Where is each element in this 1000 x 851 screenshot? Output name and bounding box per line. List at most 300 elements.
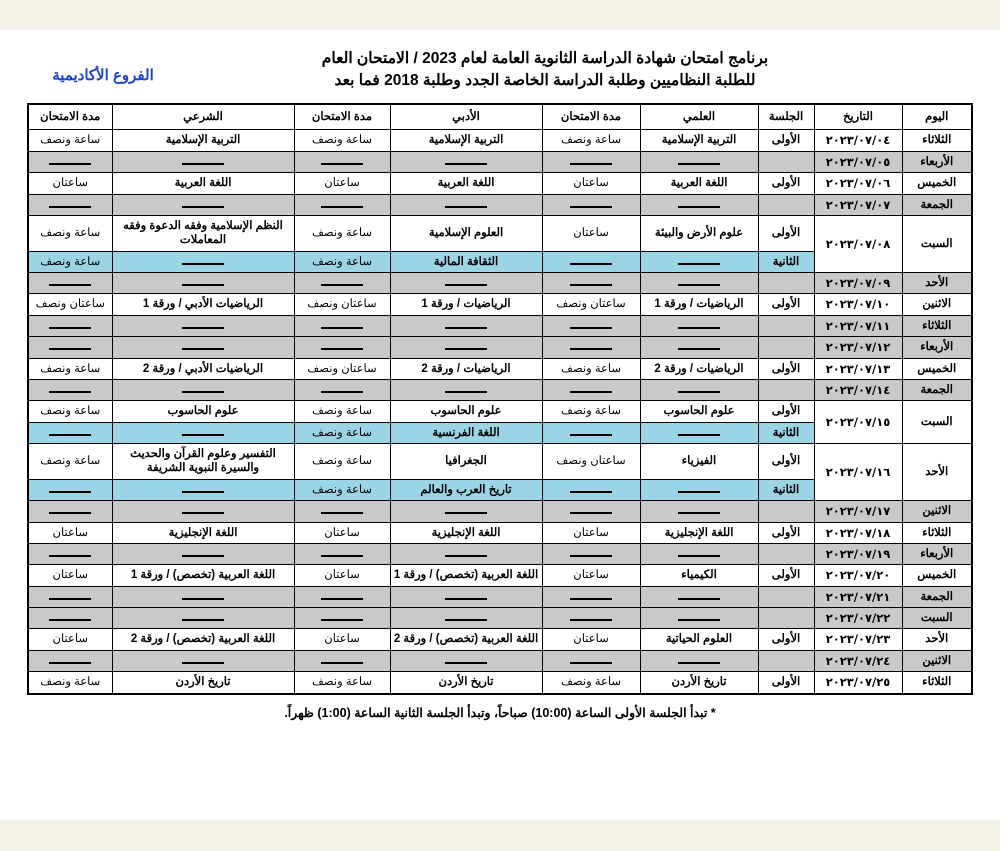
- cell-session: الأولى: [758, 294, 814, 315]
- cell-subject-scientific: اللغة العربية: [640, 173, 758, 194]
- empty-dash: [49, 386, 91, 393]
- cell-date: ٢٠٢٣/٠٧/٢١: [814, 586, 902, 607]
- cell-subject-scientific: الكيمياء: [640, 565, 758, 586]
- empty-dash: [678, 201, 720, 208]
- empty-dash: [49, 507, 91, 514]
- cell-duration-literary: [294, 151, 390, 172]
- cell-duration-sharia: [28, 315, 112, 336]
- cell-session: [758, 608, 814, 629]
- cell-session: الأولى: [758, 358, 814, 379]
- cell-duration-literary: ساعة ونصف: [294, 672, 390, 694]
- cell-session: الأولى: [758, 672, 814, 694]
- cell-subject-literary: اللغة العربية (تخصص) / ورقة 1: [390, 565, 542, 586]
- cell-subject-scientific: [640, 315, 758, 336]
- cell-subject-scientific: الفيزياء: [640, 444, 758, 480]
- col-header-scientific: العلمي: [640, 104, 758, 130]
- cell-session: الأولى: [758, 401, 814, 422]
- cell-day: الثلاثاء: [902, 130, 972, 151]
- cell-subject-literary: [390, 586, 542, 607]
- cell-duration-sharia: ساعة ونصف: [28, 130, 112, 151]
- cell-subject-sharia: اللغة العربية (تخصص) / ورقة 1: [112, 565, 294, 586]
- empty-dash: [49, 158, 91, 165]
- cell-duration-sharia: ساعتان: [28, 565, 112, 586]
- cell-subject-sharia: علوم الحاسوب: [112, 401, 294, 422]
- cell-duration-sharia: ساعة ونصف: [28, 444, 112, 480]
- cell-duration-scientific: [542, 337, 640, 358]
- cell-subject-sharia: [112, 194, 294, 215]
- cell-subject-scientific: [640, 379, 758, 400]
- cell-day: الثلاثاء: [902, 522, 972, 543]
- cell-duration-literary: ساعتان: [294, 522, 390, 543]
- cell-subject-literary: [390, 608, 542, 629]
- empty-dash: [678, 486, 720, 493]
- cell-subject-literary: التربية الإسلامية: [390, 130, 542, 151]
- branch-label: الفروع الأكاديمية: [52, 67, 154, 84]
- cell-subject-sharia: الرياضيات الأدبي / ورقة 2: [112, 358, 294, 379]
- cell-duration-literary: ساعة ونصف: [294, 401, 390, 422]
- document-title-line2: للطلبة النظاميين وطلبة الدراسة الخاصة الجدد وطلبة 2018 فما بعد: [334, 72, 756, 90]
- empty-dash: [49, 429, 91, 436]
- empty-dash: [182, 429, 224, 436]
- cell-duration-scientific: [542, 273, 640, 294]
- cell-subject-literary: [390, 337, 542, 358]
- cell-date: ٢٠٢٣/٠٧/١٣: [814, 358, 902, 379]
- cell-subject-sharia: [112, 337, 294, 358]
- cell-date: ٢٠٢٣/٠٧/٢٤: [814, 650, 902, 671]
- cell-subject-sharia: [112, 586, 294, 607]
- cell-session: الثانية: [758, 251, 814, 272]
- empty-dash: [570, 486, 612, 493]
- cell-duration-scientific: [542, 422, 640, 443]
- empty-dash: [445, 550, 487, 557]
- cell-date: ٢٠٢٣/٠٧/٠٥: [814, 151, 902, 172]
- cell-date: ٢٠٢٣/٠٧/٢٢: [814, 608, 902, 629]
- cell-subject-scientific: [640, 608, 758, 629]
- cell-subject-sharia: [112, 543, 294, 564]
- cell-duration-scientific: [542, 543, 640, 564]
- cell-subject-scientific: [640, 650, 758, 671]
- cell-date: ٢٠٢٣/٠٧/١١: [814, 315, 902, 336]
- cell-session: الأولى: [758, 522, 814, 543]
- cell-subject-sharia: اللغة الإنجليزية: [112, 522, 294, 543]
- cell-subject-scientific: [640, 273, 758, 294]
- cell-date: ٢٠٢٣/٠٧/٠٦: [814, 173, 902, 194]
- cell-duration-literary: [294, 608, 390, 629]
- cell-subject-sharia: [112, 479, 294, 500]
- cell-day: الأربعاء: [902, 337, 972, 358]
- cell-day: الجمعة: [902, 586, 972, 607]
- empty-dash: [570, 507, 612, 514]
- cell-subject-literary: اللغة الإنجليزية: [390, 522, 542, 543]
- cell-subject-scientific: [640, 479, 758, 500]
- cell-duration-sharia: ساعة ونصف: [28, 215, 112, 251]
- cell-day: الأحد: [902, 444, 972, 501]
- cell-duration-sharia: ساعة ونصف: [28, 401, 112, 422]
- cell-day: الاثنين: [902, 501, 972, 522]
- empty-dash: [321, 614, 363, 621]
- cell-subject-literary: اللغة العربية: [390, 173, 542, 194]
- cell-session: الأولى: [758, 444, 814, 480]
- cell-subject-scientific: [640, 251, 758, 272]
- cell-duration-scientific: [542, 501, 640, 522]
- cell-date: ٢٠٢٣/٠٧/٠٧: [814, 194, 902, 215]
- col-header-literary: الأدبي: [390, 104, 542, 130]
- empty-dash: [49, 614, 91, 621]
- cell-duration-sharia: [28, 608, 112, 629]
- cell-duration-sharia: [28, 501, 112, 522]
- empty-dash: [570, 593, 612, 600]
- cell-duration-sharia: ساعتان: [28, 173, 112, 194]
- cell-duration-literary: ساعتان ونصف: [294, 294, 390, 315]
- empty-dash: [445, 593, 487, 600]
- table-row: [28, 194, 972, 215]
- cell-day: الاثنين: [902, 294, 972, 315]
- cell-duration-scientific: ساعة ونصف: [542, 358, 640, 379]
- empty-dash: [321, 201, 363, 208]
- cell-date: ٢٠٢٣/٠٧/٢٥: [814, 672, 902, 694]
- empty-dash: [182, 158, 224, 165]
- cell-duration-scientific: ساعتان: [542, 522, 640, 543]
- cell-duration-sharia: [28, 543, 112, 564]
- cell-date: ٢٠٢٣/٠٧/١٠: [814, 294, 902, 315]
- cell-day: الثلاثاء: [902, 315, 972, 336]
- empty-dash: [321, 279, 363, 286]
- empty-dash: [570, 279, 612, 286]
- table-row: [28, 379, 972, 400]
- cell-duration-sharia: ساعتان: [28, 629, 112, 650]
- cell-date: ٢٠٢٣/٠٧/١٧: [814, 501, 902, 522]
- cell-duration-scientific: [542, 608, 640, 629]
- cell-duration-scientific: [542, 650, 640, 671]
- cell-duration-literary: ساعة ونصف: [294, 444, 390, 480]
- cell-day: الأحد: [902, 273, 972, 294]
- empty-dash: [445, 279, 487, 286]
- cell-subject-scientific: علوم الأرض والبيئة: [640, 215, 758, 251]
- empty-dash: [570, 386, 612, 393]
- empty-dash: [182, 201, 224, 208]
- empty-dash: [445, 507, 487, 514]
- cell-duration-sharia: [28, 337, 112, 358]
- document-header: [0, 30, 1000, 97]
- cell-subject-literary: تاريخ الأردن: [390, 672, 542, 694]
- cell-duration-scientific: [542, 151, 640, 172]
- empty-dash: [182, 507, 224, 514]
- cell-duration-scientific: ساعتان ونصف: [542, 294, 640, 315]
- table-row: [28, 629, 972, 650]
- cell-session: [758, 273, 814, 294]
- cell-duration-literary: ساعتان: [294, 629, 390, 650]
- empty-dash: [570, 322, 612, 329]
- empty-dash: [321, 386, 363, 393]
- table-row: [28, 215, 972, 251]
- empty-dash: [678, 386, 720, 393]
- table-header-row: [28, 104, 972, 130]
- cell-duration-sharia: [28, 151, 112, 172]
- cell-subject-literary: [390, 650, 542, 671]
- cell-subject-scientific: الرياضيات / ورقة 2: [640, 358, 758, 379]
- exam-schedule-sheet: [0, 30, 1000, 820]
- cell-subject-literary: اللغة الفرنسية: [390, 422, 542, 443]
- cell-duration-scientific: ساعتان: [542, 173, 640, 194]
- empty-dash: [445, 657, 487, 664]
- empty-dash: [182, 322, 224, 329]
- empty-dash: [321, 158, 363, 165]
- cell-duration-literary: [294, 501, 390, 522]
- cell-duration-literary: [294, 650, 390, 671]
- cell-date: ٢٠٢٣/٠٧/٠٤: [814, 130, 902, 151]
- cell-subject-scientific: علوم الحاسوب: [640, 401, 758, 422]
- empty-dash: [570, 657, 612, 664]
- empty-dash: [678, 550, 720, 557]
- empty-dash: [49, 550, 91, 557]
- cell-duration-sharia: [28, 379, 112, 400]
- col-header-day: اليوم: [902, 104, 972, 130]
- col-header-duration-sharia: مدة الامتحان: [28, 104, 112, 130]
- cell-subject-sharia: التفسير وعلوم القرآن والحديث والسيرة النبوية الشريفة: [112, 444, 294, 480]
- cell-day: الأربعاء: [902, 543, 972, 564]
- empty-dash: [182, 614, 224, 621]
- empty-dash: [49, 343, 91, 350]
- cell-duration-scientific: [542, 315, 640, 336]
- cell-duration-sharia: [28, 273, 112, 294]
- cell-duration-scientific: [542, 194, 640, 215]
- cell-subject-sharia: [112, 315, 294, 336]
- cell-duration-scientific: [542, 379, 640, 400]
- empty-dash: [570, 550, 612, 557]
- empty-dash: [182, 279, 224, 286]
- empty-dash: [182, 657, 224, 664]
- cell-session: الأولى: [758, 565, 814, 586]
- cell-duration-literary: [294, 194, 390, 215]
- cell-duration-scientific: [542, 586, 640, 607]
- cell-subject-literary: الرياضيات / ورقة 1: [390, 294, 542, 315]
- cell-duration-sharia: ساعتان: [28, 522, 112, 543]
- cell-duration-scientific: ساعة ونصف: [542, 401, 640, 422]
- cell-duration-literary: ساعة ونصف: [294, 215, 390, 251]
- cell-session: [758, 586, 814, 607]
- cell-subject-literary: [390, 543, 542, 564]
- cell-subject-literary: [390, 273, 542, 294]
- cell-subject-literary: الجغرافيا: [390, 444, 542, 480]
- empty-dash: [570, 614, 612, 621]
- cell-day: الثلاثاء: [902, 672, 972, 694]
- table-row: [28, 294, 972, 315]
- cell-date: ٢٠٢٣/٠٧/١٦: [814, 444, 902, 501]
- title-block: [178, 48, 912, 93]
- empty-dash: [321, 507, 363, 514]
- cell-duration-literary: ساعتان: [294, 173, 390, 194]
- empty-dash: [321, 322, 363, 329]
- cell-subject-literary: [390, 151, 542, 172]
- table-row: [28, 672, 972, 694]
- document-title-line1: برنامج امتحان شهادة الدراسة الثانوية العامة لعام 2023 / الامتحان العام: [321, 50, 769, 67]
- cell-subject-scientific: الرياضيات / ورقة 1: [640, 294, 758, 315]
- col-header-date: التاريخ: [814, 104, 902, 130]
- cell-date: ٢٠٢٣/٠٧/٢٣: [814, 629, 902, 650]
- table-body: [28, 130, 972, 694]
- cell-day: الأربعاء: [902, 151, 972, 172]
- cell-day: الجمعة: [902, 194, 972, 215]
- cell-subject-sharia: [112, 422, 294, 443]
- cell-day: السبت: [902, 401, 972, 444]
- cell-date: ٢٠٢٣/٠٧/٠٨: [814, 215, 902, 272]
- cell-duration-scientific: ساعتان: [542, 629, 640, 650]
- col-header-duration-scientific: مدة الامتحان: [542, 104, 640, 130]
- empty-dash: [678, 343, 720, 350]
- cell-subject-sharia: اللغة العربية (تخصص) / ورقة 2: [112, 629, 294, 650]
- cell-session: الأولى: [758, 629, 814, 650]
- cell-duration-sharia: [28, 586, 112, 607]
- empty-dash: [182, 386, 224, 393]
- empty-dash: [182, 550, 224, 557]
- empty-dash: [321, 657, 363, 664]
- cell-duration-sharia: [28, 194, 112, 215]
- cell-duration-sharia: ساعتان ونصف: [28, 294, 112, 315]
- cell-date: ٢٠٢٣/٠٧/٢٠: [814, 565, 902, 586]
- cell-duration-sharia: ساعة ونصف: [28, 251, 112, 272]
- cell-date: ٢٠٢٣/٠٧/١٢: [814, 337, 902, 358]
- cell-duration-literary: ساعة ونصف: [294, 251, 390, 272]
- cell-session: الثانية: [758, 479, 814, 500]
- cell-subject-literary: اللغة العربية (تخصص) / ورقة 2: [390, 629, 542, 650]
- cell-duration-literary: [294, 273, 390, 294]
- cell-duration-literary: ساعة ونصف: [294, 422, 390, 443]
- cell-session: الأولى: [758, 215, 814, 251]
- cell-day: الاثنين: [902, 650, 972, 671]
- empty-dash: [321, 593, 363, 600]
- empty-dash: [678, 593, 720, 600]
- cell-subject-scientific: [640, 337, 758, 358]
- empty-dash: [445, 201, 487, 208]
- cell-duration-literary: [294, 379, 390, 400]
- cell-duration-scientific: ساعتان: [542, 565, 640, 586]
- empty-dash: [678, 429, 720, 436]
- cell-session: [758, 543, 814, 564]
- empty-dash: [445, 158, 487, 165]
- table-row: [28, 501, 972, 522]
- table-row: [28, 358, 972, 379]
- cell-duration-literary: ساعة ونصف: [294, 479, 390, 500]
- cell-date: ٢٠٢٣/٠٧/٠٩: [814, 273, 902, 294]
- cell-day: السبت: [902, 215, 972, 272]
- empty-dash: [182, 258, 224, 265]
- empty-dash: [321, 550, 363, 557]
- exam-schedule-table: [27, 103, 973, 695]
- empty-dash: [678, 614, 720, 621]
- cell-subject-scientific: [640, 151, 758, 172]
- empty-dash: [321, 343, 363, 350]
- cell-subject-scientific: [640, 543, 758, 564]
- cell-duration-sharia: [28, 650, 112, 671]
- empty-dash: [570, 343, 612, 350]
- cell-subject-scientific: التربية الإسلامية: [640, 130, 758, 151]
- empty-dash: [445, 614, 487, 621]
- cell-day: السبت: [902, 608, 972, 629]
- cell-duration-scientific: [542, 479, 640, 500]
- empty-dash: [49, 657, 91, 664]
- cell-duration-literary: ساعتان ونصف: [294, 358, 390, 379]
- footnote: * تبدأ الجلسة الأولى الساعة (10:00) صباحاً، وتبدأ الجلسة الثانية الساعة (1:00) ظهراً.: [284, 705, 716, 720]
- cell-day: الخميس: [902, 173, 972, 194]
- cell-subject-literary: [390, 315, 542, 336]
- table-row: [28, 173, 972, 194]
- cell-date: ٢٠٢٣/٠٧/١٤: [814, 379, 902, 400]
- cell-session: [758, 337, 814, 358]
- empty-dash: [445, 343, 487, 350]
- cell-duration-scientific: ساعة ونصف: [542, 672, 640, 694]
- cell-subject-scientific: [640, 194, 758, 215]
- cell-subject-sharia: [112, 501, 294, 522]
- cell-duration-sharia: [28, 479, 112, 500]
- cell-session: [758, 379, 814, 400]
- table-row: [28, 543, 972, 564]
- cell-subject-sharia: التربية الإسلامية: [112, 130, 294, 151]
- empty-dash: [49, 322, 91, 329]
- cell-duration-sharia: ساعة ونصف: [28, 672, 112, 694]
- cell-session: [758, 501, 814, 522]
- cell-duration-scientific: ساعتان: [542, 215, 640, 251]
- cell-subject-sharia: الرياضيات الأدبي / ورقة 1: [112, 294, 294, 315]
- cell-subject-scientific: [640, 422, 758, 443]
- empty-dash: [445, 386, 487, 393]
- empty-dash: [182, 343, 224, 350]
- empty-dash: [49, 593, 91, 600]
- col-header-sharia: الشرعي: [112, 104, 294, 130]
- cell-date: ٢٠٢٣/٠٧/١٥: [814, 401, 902, 444]
- cell-subject-scientific: [640, 586, 758, 607]
- cell-duration-literary: [294, 315, 390, 336]
- empty-dash: [182, 593, 224, 600]
- cell-subject-sharia: [112, 608, 294, 629]
- table-row: [28, 444, 972, 480]
- cell-duration-literary: ساعة ونصف: [294, 130, 390, 151]
- table-row: [28, 337, 972, 358]
- empty-dash: [678, 657, 720, 664]
- cell-subject-sharia: [112, 251, 294, 272]
- cell-subject-sharia: النظم الإسلامية وفقه الدعوة وفقه المعاملات: [112, 215, 294, 251]
- cell-subject-sharia: [112, 151, 294, 172]
- table-row: [28, 130, 972, 151]
- cell-duration-literary: [294, 586, 390, 607]
- empty-dash: [678, 507, 720, 514]
- cell-day: الخميس: [902, 358, 972, 379]
- empty-dash: [49, 486, 91, 493]
- empty-dash: [182, 486, 224, 493]
- empty-dash: [570, 258, 612, 265]
- cell-subject-literary: الثقافة المالية: [390, 251, 542, 272]
- empty-dash: [678, 322, 720, 329]
- cell-subject-literary: [390, 501, 542, 522]
- cell-session: [758, 315, 814, 336]
- table-row: [28, 650, 972, 671]
- empty-dash: [570, 429, 612, 436]
- empty-dash: [570, 201, 612, 208]
- cell-day: الجمعة: [902, 379, 972, 400]
- cell-day: الأحد: [902, 629, 972, 650]
- cell-subject-literary: تاريخ العرب والعالم: [390, 479, 542, 500]
- cell-session: الثانية: [758, 422, 814, 443]
- cell-day: الخميس: [902, 565, 972, 586]
- cell-subject-sharia: [112, 650, 294, 671]
- cell-duration-sharia: [28, 422, 112, 443]
- cell-duration-sharia: ساعة ونصف: [28, 358, 112, 379]
- empty-dash: [445, 322, 487, 329]
- cell-subject-sharia: تاريخ الأردن: [112, 672, 294, 694]
- table-row: [28, 565, 972, 586]
- col-header-session: الجلسة: [758, 104, 814, 130]
- cell-subject-literary: الرياضيات / ورقة 2: [390, 358, 542, 379]
- cell-subject-literary: [390, 379, 542, 400]
